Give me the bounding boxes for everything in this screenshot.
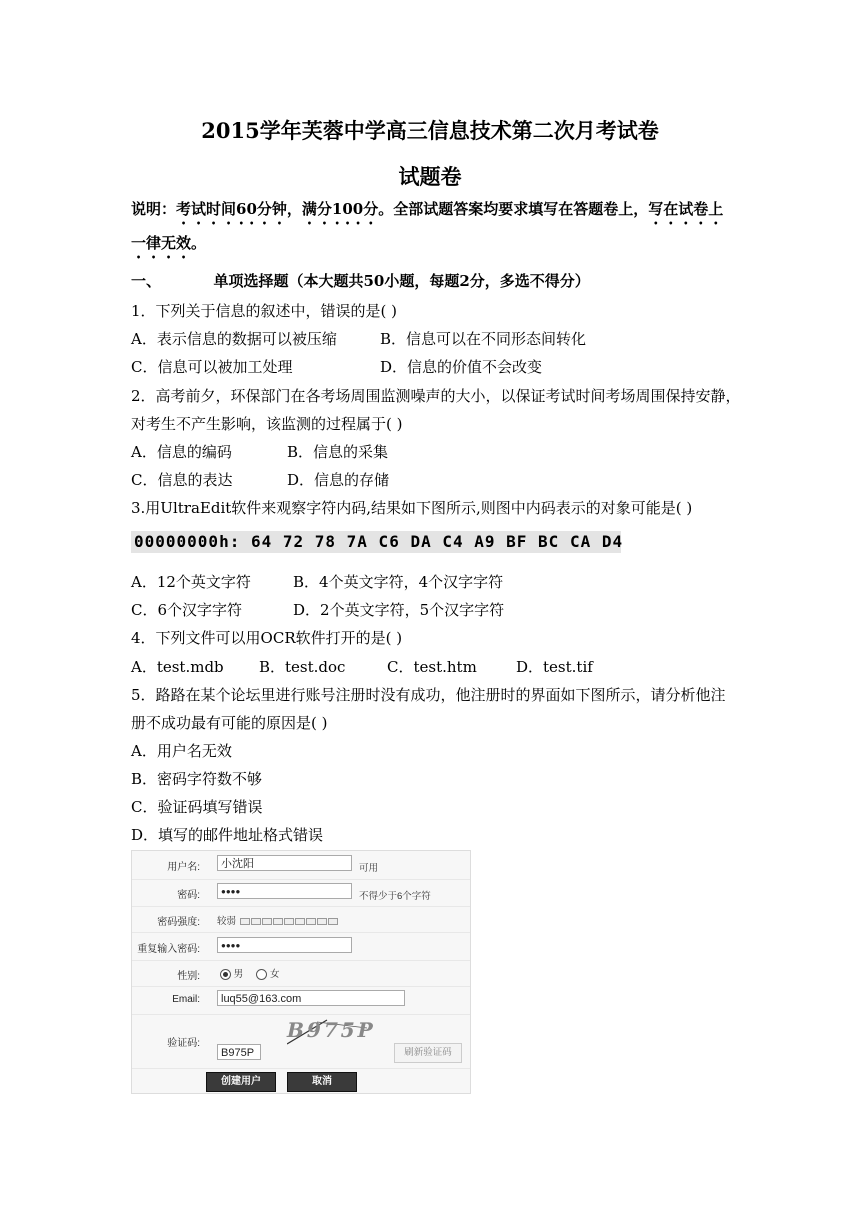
create-user-button[interactable]: 创建用户 bbox=[206, 1072, 276, 1092]
registration-form-image bbox=[131, 850, 471, 1094]
form-row-captcha bbox=[132, 1014, 470, 1069]
q2-option-d: D．信息的存储 bbox=[287, 471, 390, 489]
q4-option-d: D．test.tif bbox=[516, 658, 593, 676]
hex-dump-image: 00000000h: 64 72 78 7A C6 DA C4 A9 BF BC CA D4 bbox=[131, 531, 621, 553]
q5-option-b: B．密码字符数不够 bbox=[131, 770, 263, 788]
username-note: 可用 bbox=[359, 863, 379, 874]
form-row-password bbox=[132, 879, 470, 907]
q3-option-c: C．6个汉字字符 bbox=[131, 601, 243, 619]
q3-option-d: D．2个英文字符，5个汉字字符 bbox=[293, 601, 505, 619]
q2-option-a: A．信息的编码 bbox=[131, 443, 232, 461]
strength-text: 较弱 bbox=[217, 916, 237, 927]
form-row-repeat-password bbox=[132, 932, 470, 961]
email-label: Email: bbox=[172, 994, 200, 1005]
form-row-strength bbox=[132, 906, 470, 933]
repeat-password-label: 重复输入密码: bbox=[137, 944, 200, 955]
captcha-label: 验证码: bbox=[167, 1038, 200, 1049]
q4-option-b: B．test.doc bbox=[259, 658, 346, 676]
q5-option-d: D．填写的邮件地址格式错误 bbox=[131, 826, 324, 844]
section-title: 单项选择题（本大题共50小题，每题2分，多选不得分） bbox=[213, 272, 590, 290]
strength-label: 密码强度: bbox=[157, 917, 200, 928]
refresh-captcha-button[interactable]: 刷新验证码 bbox=[394, 1043, 462, 1063]
instructions-emph-paper: 写在试卷上 bbox=[648, 200, 724, 218]
instructions-emph-invalid: 一律无效 bbox=[131, 234, 192, 252]
form-row-username bbox=[132, 851, 470, 880]
gender-male-radio[interactable] bbox=[220, 969, 231, 980]
q5-option-c: C．验证码填写错误 bbox=[131, 798, 263, 816]
form-row-email bbox=[132, 986, 470, 1015]
strength-meter bbox=[239, 916, 338, 927]
password-note: 不得少于6个字符 bbox=[359, 891, 431, 902]
instructions-line-1 bbox=[131, 198, 723, 228]
q4-stem: 4．下列文件可以用OCR软件打开的是( ) bbox=[131, 629, 403, 647]
q3-option-b: B．4个英文字符，4个汉字字符 bbox=[293, 573, 504, 591]
instructions-emph-time: 考试时间60分钟，满分100分。 bbox=[176, 200, 394, 218]
password-label: 密码: bbox=[177, 890, 200, 901]
page-subtitle: 试题卷 bbox=[398, 164, 462, 189]
repeat-password-input[interactable]: ●●●● bbox=[217, 937, 352, 953]
q1-stem: 1．下列关于信息的叙述中，错误的是( ) bbox=[131, 302, 398, 320]
q5-stem-line-2: 册不成功最有可能的原因是( ) bbox=[131, 714, 328, 732]
email-input[interactable]: luq55@163.com bbox=[217, 990, 405, 1006]
q4-option-c: C．test.htm bbox=[387, 658, 477, 676]
q1-option-d: D．信息的价值不会改变 bbox=[380, 358, 543, 376]
gender-label: 性别: bbox=[177, 971, 200, 982]
instructions-prefix: 说明： bbox=[131, 200, 177, 218]
q1-option-a: A．表示信息的数据可以被压缩 bbox=[131, 330, 337, 348]
q3-stem: 3.用UltraEdit软件来观察字符内码,结果如下图所示,则图中内码表示的对象可能是( ) bbox=[131, 499, 693, 517]
instructions-mid: 全部试题答案均要求填写在答题卷上， bbox=[393, 200, 649, 218]
gender-options bbox=[220, 966, 280, 980]
q4-option-a: A．test.mdb bbox=[131, 658, 224, 676]
gender-male-label: 男 bbox=[233, 969, 244, 980]
q3-option-a: A．12个英文字符 bbox=[131, 573, 251, 591]
instructions-line-2 bbox=[131, 232, 206, 262]
captcha-input[interactable]: B975P bbox=[217, 1044, 261, 1060]
instructions-end: 。 bbox=[191, 234, 207, 252]
captcha-image bbox=[284, 1016, 387, 1046]
password-input[interactable]: ●●●● bbox=[217, 883, 352, 899]
form-row-gender bbox=[132, 960, 470, 987]
q5-stem-line-1: 5．路路在某个论坛里进行账号注册时没有成功，他注册时的界面如下图所示，请分析他注 bbox=[131, 686, 726, 704]
q2-option-c: C．信息的表达 bbox=[131, 471, 233, 489]
gender-female-label: 女 bbox=[270, 969, 280, 980]
cancel-button[interactable]: 取消 bbox=[287, 1072, 357, 1092]
q1-option-b: B．信息可以在不同形态间转化 bbox=[380, 330, 587, 348]
captcha-image-text: B975P bbox=[284, 1018, 379, 1042]
username-input[interactable]: 小沈阳 bbox=[217, 855, 352, 871]
gender-female-radio[interactable] bbox=[256, 969, 267, 980]
q2-option-b: B．信息的采集 bbox=[287, 443, 389, 461]
q2-stem-line-2: 对考生不产生影响，该监测的过程属于( ) bbox=[131, 415, 403, 433]
section-number: 一、 bbox=[131, 272, 162, 290]
q5-option-a: A．用户名无效 bbox=[131, 742, 232, 760]
username-label: 用户名: bbox=[167, 862, 200, 873]
page-title: 2015学年芙蓉中学高三信息技术第二次月考试卷 bbox=[201, 118, 659, 143]
strength-value bbox=[217, 913, 338, 927]
section-heading bbox=[131, 270, 590, 291]
q1-option-c: C．信息可以被加工处理 bbox=[131, 358, 293, 376]
q2-stem-line-1: 2．高考前夕，环保部门在各考场周围监测噪声的大小，以保证考试时间考场周围保持安静， bbox=[131, 387, 741, 405]
